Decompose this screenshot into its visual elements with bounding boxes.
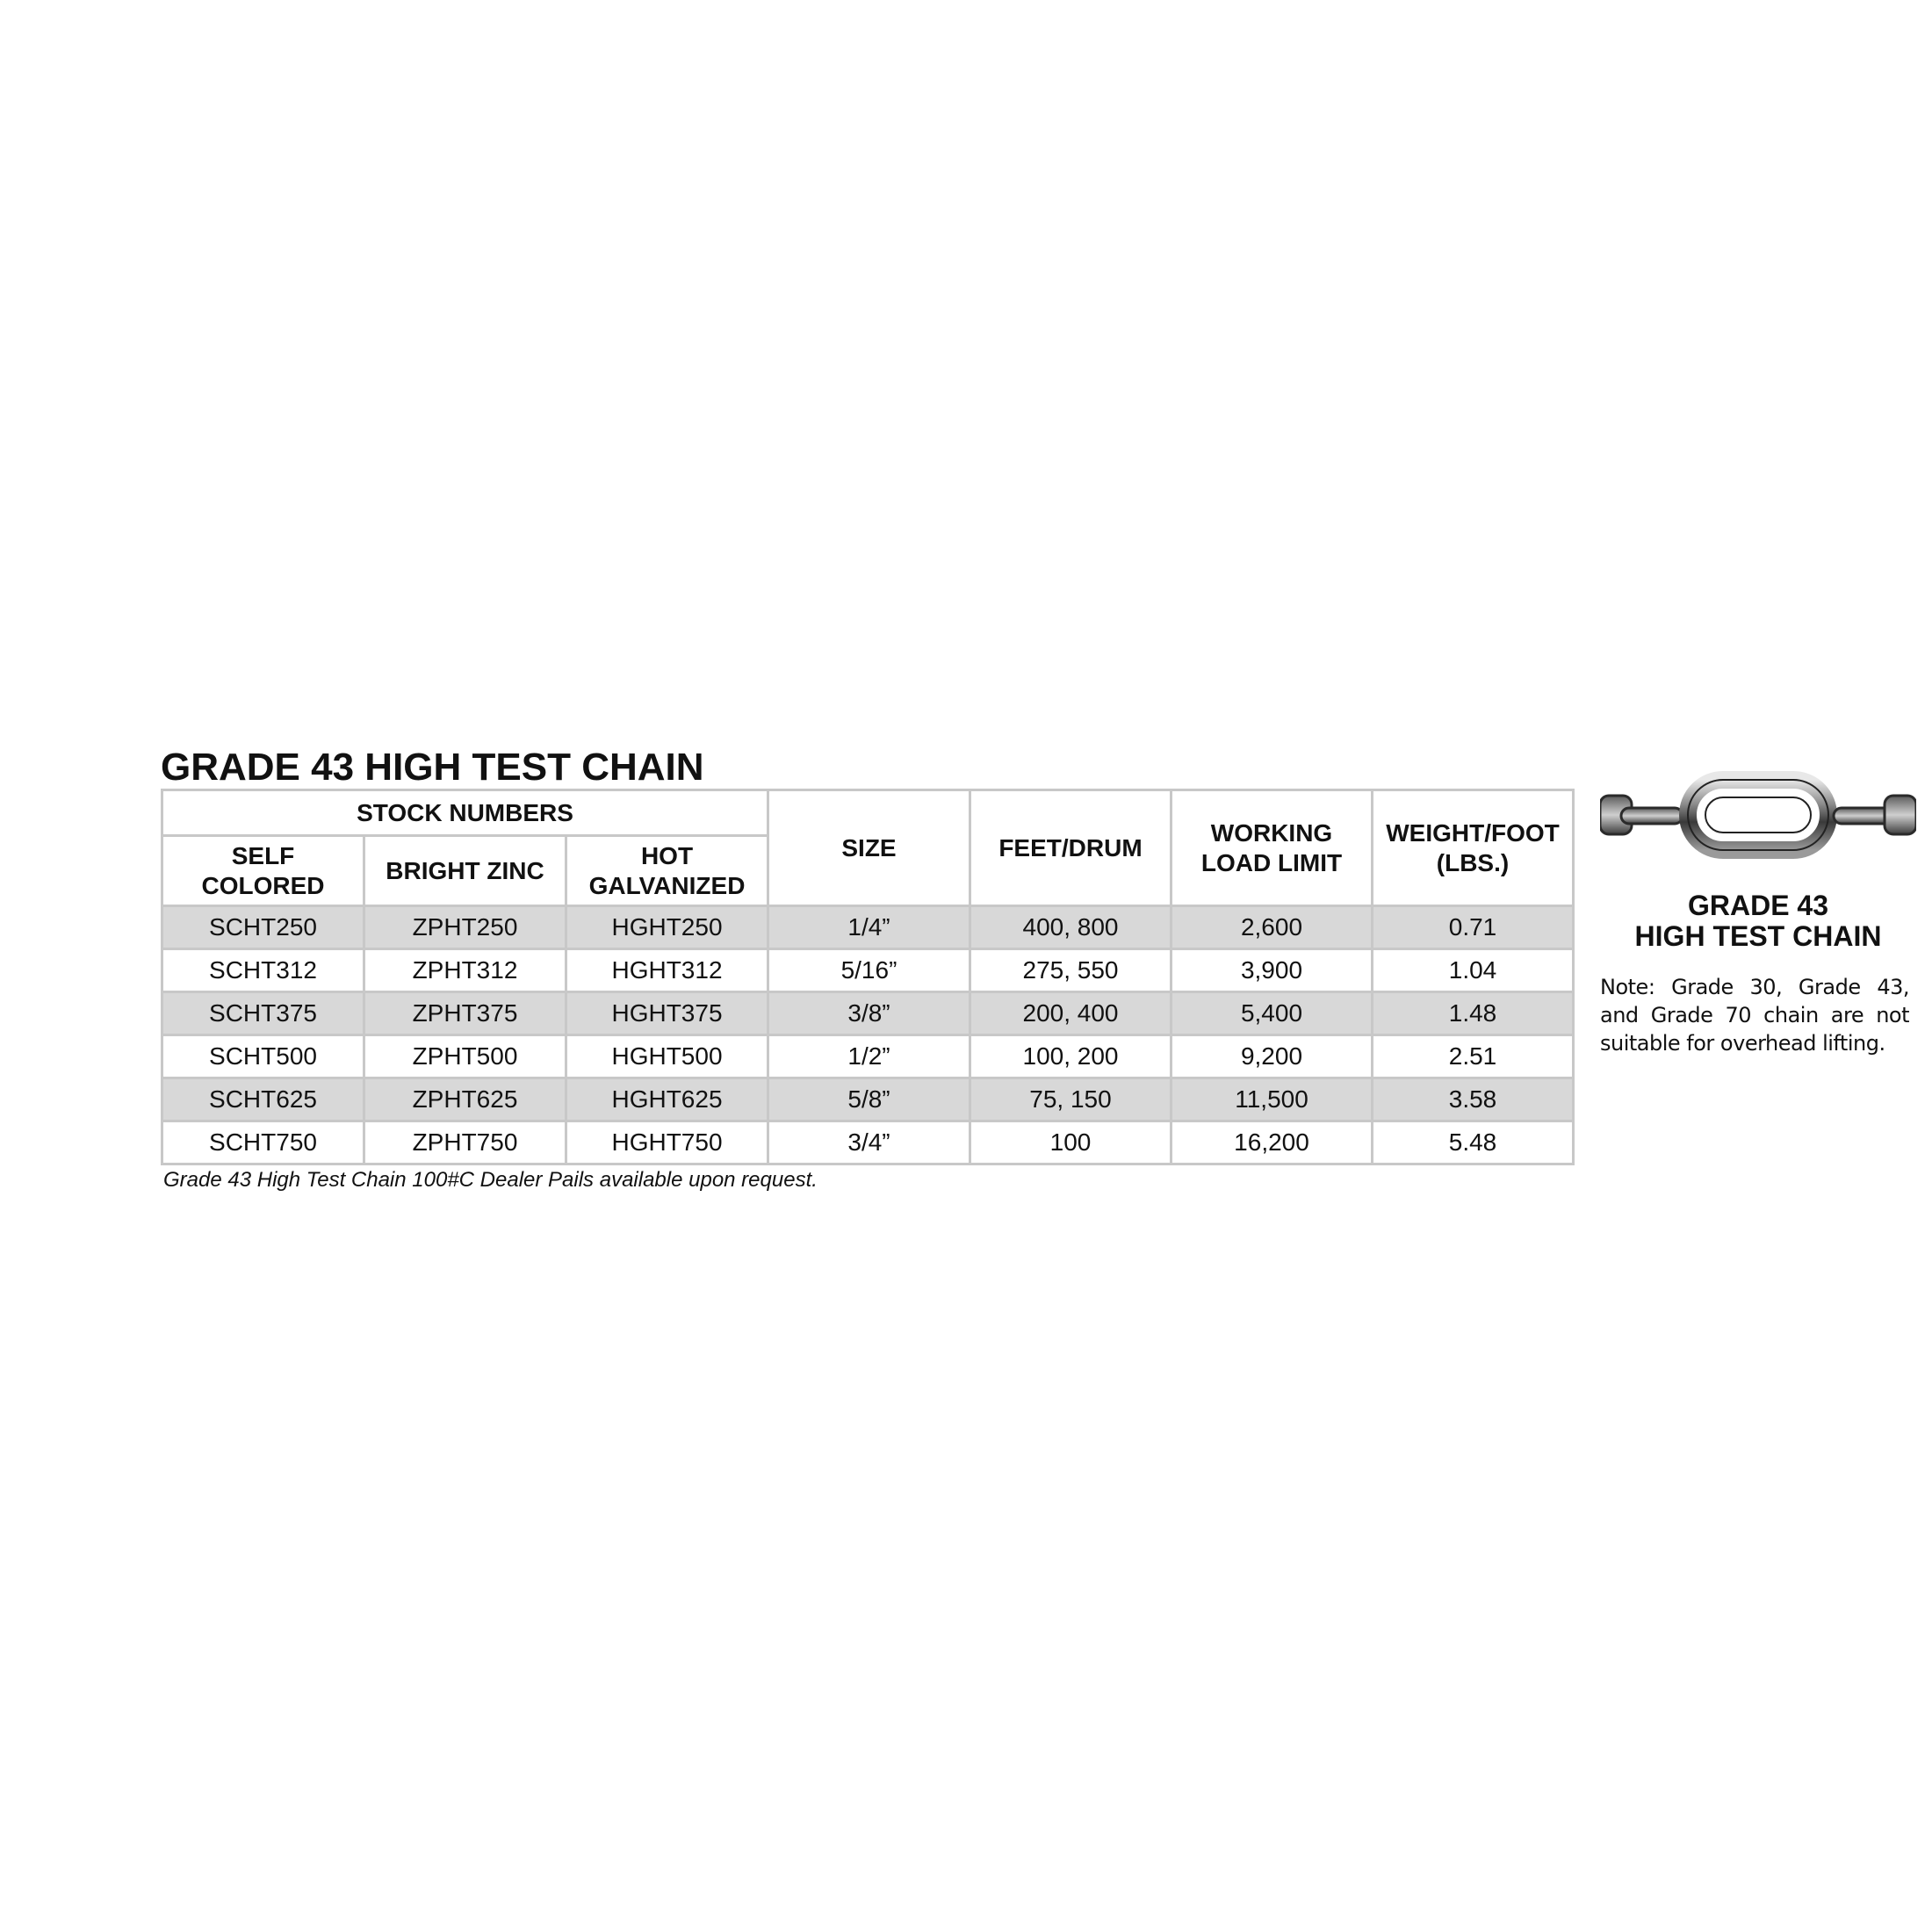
cell-weight: 2.51 — [1373, 1035, 1574, 1078]
cell-bright-zinc: ZPHT250 — [364, 906, 566, 949]
cell-wll: 11,500 — [1171, 1078, 1373, 1121]
side-title — [1600, 890, 1916, 952]
chain-spec-table — [161, 789, 1575, 1165]
table-row — [162, 1035, 1574, 1078]
cell-wll: 3,900 — [1171, 949, 1373, 992]
cell-weight: 0.71 — [1373, 906, 1574, 949]
side-title-line1: GRADE 43 — [1687, 890, 1829, 921]
cell-self-colored: SCHT625 — [162, 1078, 364, 1121]
header-weight-line1: WEIGHT/FOOT — [1386, 818, 1560, 847]
header-wll-line2: LOAD LIMIT — [1200, 848, 1343, 876]
header-stock-numbers: STOCK NUMBERS — [162, 790, 768, 836]
cell-size: 5/16” — [768, 949, 970, 992]
chain-link-icon — [1600, 769, 1916, 861]
cell-self-colored: SCHT312 — [162, 949, 364, 992]
cell-self-colored: SCHT500 — [162, 1035, 364, 1078]
table-row — [162, 949, 1574, 992]
cell-size: 5/8” — [768, 1078, 970, 1121]
cell-feet-drum: 75, 150 — [970, 1078, 1171, 1121]
cell-size: 1/2” — [768, 1035, 970, 1078]
header-wll-line1: WORKING — [1210, 818, 1333, 847]
cell-hot-galvanized: HGHT625 — [566, 1078, 768, 1121]
cell-size: 1/4” — [768, 906, 970, 949]
cell-feet-drum: 275, 550 — [970, 949, 1171, 992]
header-hot-line2: GALVANIZED — [588, 871, 746, 899]
cell-size: 3/4” — [768, 1121, 970, 1164]
cell-feet-drum: 100 — [970, 1121, 1171, 1164]
cell-size: 3/8” — [768, 992, 970, 1035]
side-note: Note: Grade 30, Grade 43, and Grade 70 chain are not suitable for overhead lifting. — [1600, 975, 1909, 1056]
header-bright-zinc: BRIGHT ZINC — [364, 836, 566, 906]
cell-wll: 9,200 — [1171, 1035, 1373, 1078]
header-weight-foot — [1373, 790, 1574, 906]
header-hot-line1: HOT — [640, 841, 694, 869]
cell-wll: 5,400 — [1171, 992, 1373, 1035]
page-title: GRADE 43 HIGH TEST CHAIN — [161, 746, 704, 789]
cell-bright-zinc: ZPHT625 — [364, 1078, 566, 1121]
cell-feet-drum: 200, 400 — [970, 992, 1171, 1035]
cell-bright-zinc: ZPHT750 — [364, 1121, 566, 1164]
cell-self-colored: SCHT750 — [162, 1121, 364, 1164]
cell-feet-drum: 400, 800 — [970, 906, 1171, 949]
table-row — [162, 906, 1574, 949]
cell-wll: 16,200 — [1171, 1121, 1373, 1164]
header-working-load-limit — [1171, 790, 1373, 906]
cell-hot-galvanized: HGHT375 — [566, 992, 768, 1035]
footnote: Grade 43 High Test Chain 100#C Dealer Pails available upon request. — [163, 1168, 818, 1192]
side-title-line2: HIGH TEST CHAIN — [1634, 920, 1882, 952]
cell-hot-galvanized: HGHT500 — [566, 1035, 768, 1078]
cell-weight: 5.48 — [1373, 1121, 1574, 1164]
cell-hot-galvanized: HGHT250 — [566, 906, 768, 949]
header-hot-galvanized — [566, 836, 768, 906]
header-self-colored — [162, 836, 364, 906]
header-self-line1: SELF — [231, 841, 295, 869]
cell-weight: 1.48 — [1373, 992, 1574, 1035]
header-feet-drum: FEET/DRUM — [970, 790, 1171, 906]
cell-hot-galvanized: HGHT312 — [566, 949, 768, 992]
cell-bright-zinc: ZPHT375 — [364, 992, 566, 1035]
cell-weight: 3.58 — [1373, 1078, 1574, 1121]
table-row — [162, 992, 1574, 1035]
cell-self-colored: SCHT375 — [162, 992, 364, 1035]
table-row — [162, 1078, 1574, 1121]
cell-weight: 1.04 — [1373, 949, 1574, 992]
cell-hot-galvanized: HGHT750 — [566, 1121, 768, 1164]
cell-feet-drum: 100, 200 — [970, 1035, 1171, 1078]
header-self-line2: COLORED — [201, 871, 325, 899]
cell-self-colored: SCHT250 — [162, 906, 364, 949]
header-size: SIZE — [768, 790, 970, 906]
cell-bright-zinc: ZPHT500 — [364, 1035, 566, 1078]
cell-bright-zinc: ZPHT312 — [364, 949, 566, 992]
table-row — [162, 1121, 1574, 1164]
cell-wll: 2,600 — [1171, 906, 1373, 949]
header-weight-line2: (LBS.) — [1436, 848, 1510, 876]
